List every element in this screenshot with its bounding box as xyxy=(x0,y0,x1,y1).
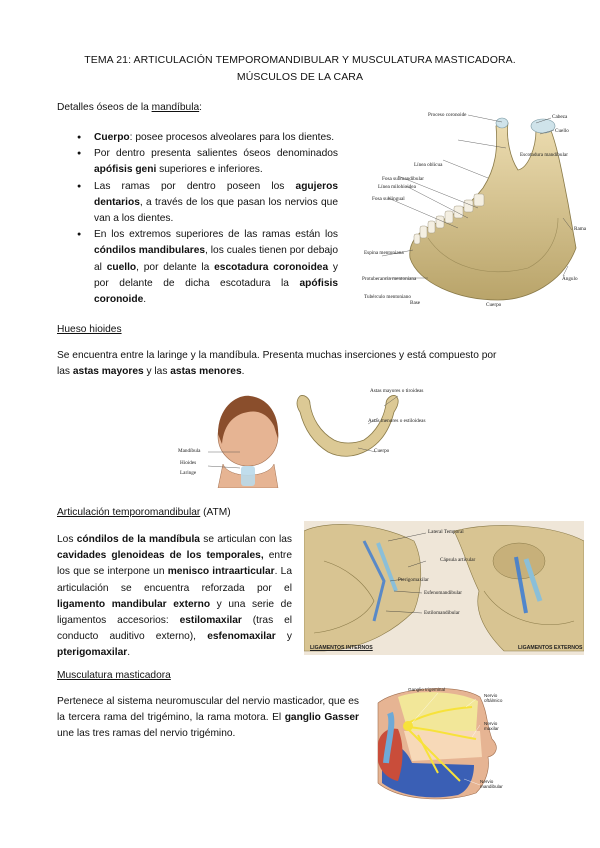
label-cabeza: Cabeza xyxy=(552,114,568,120)
hioides-heading: Hueso hioides xyxy=(57,324,122,335)
hioides-paragraph: Se encuentra entre la laringe y la mandíbula. Presenta muchas inserciones y está compuesto por las astas mayores y las astas menores. xyxy=(57,350,497,378)
label-protuberancia: Protuberancia mentoniana xyxy=(362,276,417,282)
label-tuberculo: Tubérculo mentoniano xyxy=(364,294,411,300)
label-astas-mayores: Astas mayores o tiroideas xyxy=(370,388,424,394)
label-linea-milohioidea: Línea milohioidea xyxy=(378,184,416,190)
atm-illustration xyxy=(304,521,584,655)
atm-paragraph: Los cóndilos de la mandíbula se articulan con las cavidades glenoideas de los temporales, entre los que se interpone un menisco intraarticular. La articulación se encuentra reforzada por el ligamento mandibular externo y una serie de ligamentos accesorios: estilomaxilar (tras el conducto auditivo externo), esfenomaxilar y pterigomaxilar. xyxy=(57,534,292,659)
list-item: ● Cuerpo: posee procesos alveolares para los dientes. xyxy=(76,130,338,146)
mandible-illustration xyxy=(358,108,590,313)
hyoid-illustration xyxy=(178,384,424,488)
label-ganglio: Ganglio trigeminal xyxy=(408,687,446,692)
label-fosa-sublingual: Fosa sublingual xyxy=(372,196,405,202)
label-ligamentos-internos: LIGAMENTOS INTERNOS xyxy=(310,645,373,651)
label-laringe: Laringe xyxy=(180,470,197,476)
label-escotadura: Escotadura mandibular xyxy=(520,152,568,158)
label-cuello: Cuello xyxy=(555,128,569,134)
label-mandibula: Mandíbula xyxy=(178,448,201,454)
label-espina: Espina mentoniana xyxy=(364,250,404,256)
list-item: ● Las ramas por dentro poseen los agujeros dentarios, a través de los que pasan los nervios que van a los dientes. xyxy=(76,179,338,228)
masticadora-paragraph: Pertenece al sistema neuromuscular del nervio masticador, que es la tercera rama del trigémino, la rama motora. El ganglio Gasser une las tres ramas del nervio trigémino. xyxy=(57,696,359,740)
label-mandibular: Nervio mandibular xyxy=(480,779,503,789)
label-esfenomandibular: Esfenomandibular xyxy=(424,590,463,596)
mandibula-heading: Detalles óseos de la mandíbula: xyxy=(57,102,202,113)
label-pterigomaxilar: Pterigomaxilar xyxy=(398,577,429,583)
label-maxilar: Nervio maxilar xyxy=(484,721,499,731)
label-angulo: Ángulo xyxy=(562,276,578,282)
mandible-figure xyxy=(358,108,590,313)
list-item: ● En los extremos superiores de las ramas están los cóndilos mandibulares, los cuales tienen por debajo al cuello, por delante la escotadura coronoidea y por delante de dicha escotadura la apófisis coronoide. xyxy=(76,227,338,308)
list-item: ● Por dentro presenta salientes óseos denominados apófisis geni superiores e inferiores. xyxy=(76,146,338,178)
label-base: Base xyxy=(410,300,421,306)
label-proceso-coronoide: Proceso coronoide xyxy=(428,112,467,118)
atm-heading: Articulación temporomandibular (ATM) xyxy=(57,507,231,518)
label-linea-oblicua: Línea oblicua xyxy=(414,162,443,168)
label-ligamentos-externos: LIGAMENTOS EXTERNOS xyxy=(518,645,583,651)
label-astas-menores: Astas menores o estiloideas xyxy=(368,418,426,424)
label-lateral-temporal: Lateral Temporal xyxy=(428,529,464,535)
hyoid-figure xyxy=(178,384,424,488)
label-hioides: Hioides xyxy=(180,460,197,466)
page-title: TEMA 21: ARTICULACIÓN TEMPOROMANDIBULAR Y MUSCULATURA MASTICADORA. MÚSCULOS DE LA CARA xyxy=(84,54,516,83)
trigeminal-figure xyxy=(368,683,508,803)
mandibula-list xyxy=(76,130,338,308)
label-oftalmico: Nervio oftálmico xyxy=(484,693,503,703)
label-estilomandibular: Estilomandibular xyxy=(424,610,460,616)
label-capsula: Cápsula articular xyxy=(440,557,476,563)
label-rama: Rama xyxy=(574,226,587,232)
label-cuerpo: Cuerpo xyxy=(486,302,502,308)
atm-figure xyxy=(304,521,584,655)
label-fosa-submandibular: Fosa submandibular xyxy=(382,176,424,182)
masticadora-heading: Musculatura masticadora xyxy=(57,670,171,681)
label-cuerpo-hioides: Cuerpo xyxy=(374,448,390,454)
